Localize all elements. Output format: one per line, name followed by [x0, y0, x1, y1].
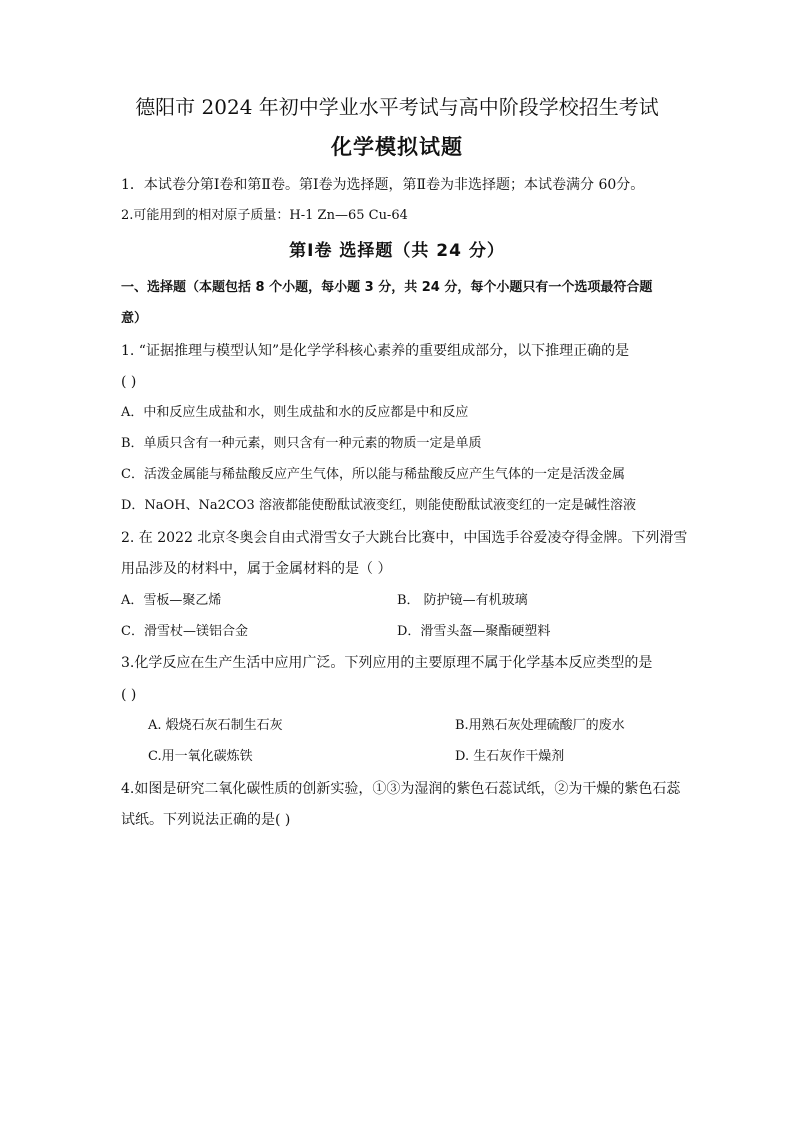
q3-option-c: C.用一氧化碳炼铁: [148, 749, 253, 764]
q3-option-d: D. 生石灰作干燥剂: [455, 749, 565, 764]
q1-option-b: B．单质只含有一种元素，则只含有一种元素的物质一定是单质: [121, 436, 482, 451]
q3-option-b: B.用熟石灰处理硫酸厂的废水: [455, 718, 625, 733]
q1-stem-line1: 1. “证据推理与模型认知”是化学学科核心素养的重要组成部分，以下推理正确的是: [121, 343, 630, 359]
q2-stem-line1: 2. 在 2022 北京冬奥会自由式滑雪女子大跳台比赛中，中国选手谷爱凌夺得金牌。下列滑雪: [121, 530, 688, 546]
q2-stem-line2: 用品涉及的材料中，属于金属材料的是（ ）: [121, 561, 392, 577]
q4-stem-line2: 试纸。下列说法正确的是( ): [121, 812, 291, 828]
q1-stem-line2: ( ): [121, 374, 137, 390]
q1-option-a: A．中和反应生成盐和水，则生成盐和水的反应都是中和反应: [121, 405, 469, 420]
note-2: 2.可能用到的相对原子质量：H-1 Zn—65 Cu-64: [121, 208, 408, 223]
q2-option-a: A．雪板—聚乙烯: [121, 593, 222, 608]
section-heading: 第Ⅰ卷 选择题（共 24 分）: [289, 241, 505, 261]
q3-stem-line1: 3.化学反应在生产生活中应用广泛。下列应用的主要原理不属于化学基本反应类型的是: [121, 655, 653, 671]
q2-option-c: C．滑雪杖—镁铝合金: [121, 624, 248, 639]
q3-option-a: A. 煅烧石灰石制生石灰: [148, 718, 283, 733]
subject-title: 化学模拟试题: [331, 135, 463, 159]
q4-stem-line1: 4.如图是研究二氧化碳性质的创新实验，①③为湿润的紫色石蕊试纸，②为干燥的紫色石蕊: [121, 781, 681, 797]
section-instruction-line2: 意）: [121, 311, 148, 326]
q3-stem-line2: ( ): [121, 687, 137, 703]
q1-option-d: D．NaOH、Na2CO3 溶液都能使酚酞试液变红，则能使酚酞试液变红的一定是碱性溶液: [121, 498, 636, 513]
q2-option-b: B． 防护镜—有机玻璃: [397, 593, 528, 608]
q1-option-c: C．活泼金属能与稀盐酸反应产生气体，所以能与稀盐酸反应产生气体的一定是活泼金属: [121, 467, 625, 482]
exam-title: 德阳市 2024 年初中学业水平考试与高中阶段学校招生考试: [135, 95, 659, 119]
note-1: 1．本试卷分第Ⅰ卷和第Ⅱ卷。第Ⅰ卷为选择题，第Ⅱ卷为非选择题；本试卷满分 60分。: [121, 177, 645, 193]
q2-option-d: D．滑雪头盔—聚酯硬塑料: [397, 624, 551, 639]
section-instruction-line1: 一、选择题（本题包括 8 个小题，每小题 3 分，共 24 分，每个小题只有一个选项最符合题: [121, 280, 653, 295]
